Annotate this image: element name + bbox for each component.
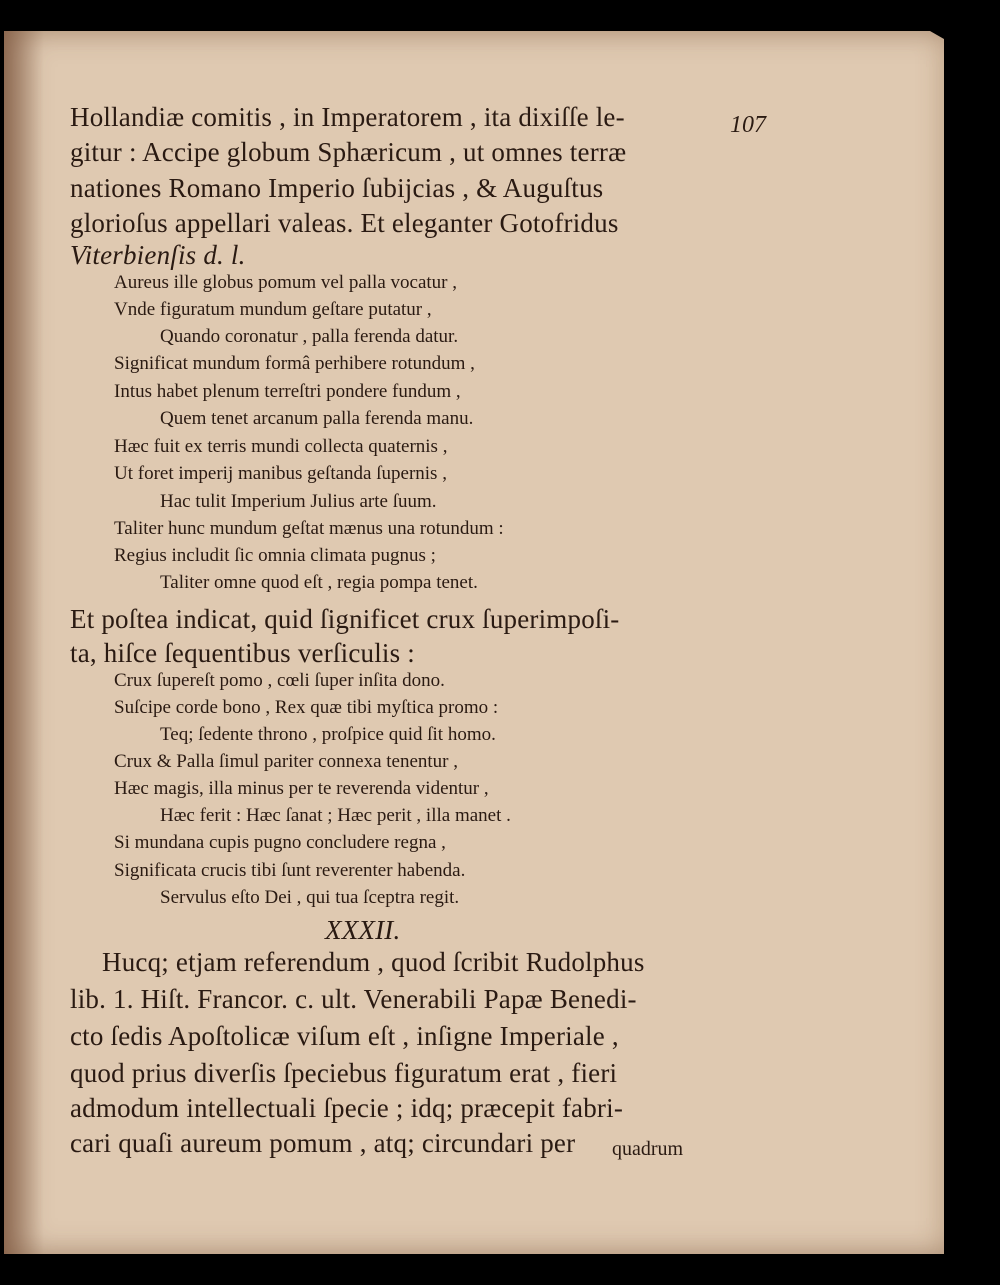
text-line: Taliter omne quod eſt , regia pompa tenet. bbox=[160, 572, 478, 593]
text-line: Regius includit ſic omnia climata pugnus ; bbox=[114, 545, 436, 566]
text-line: cto ſedis Apoſtolicæ viſum eſt , inſigne Imperiale , bbox=[70, 1021, 619, 1051]
text-line: Ut foret imperij manibus geſtanda ſupernis , bbox=[114, 463, 447, 484]
text-line: Et poſtea indicat, quid ſignificet crux ſuperimpoſi- bbox=[70, 604, 620, 634]
text-line: glorioſus appellari valeas. Et eleganter Gotofridus bbox=[70, 208, 619, 238]
text-line: Hæc magis, illa minus per te reverenda videntur , bbox=[114, 778, 489, 799]
text-line: admodum intellectuali ſpecie ; idq; præcepit fabri- bbox=[70, 1093, 624, 1123]
text-line: Hæc ferit : Hæc ſanat ; Hæc perit , illa manet . bbox=[160, 805, 511, 826]
text-line: Suſcipe corde bono , Rex quæ tibi myſtica promo : bbox=[114, 697, 499, 718]
text-line: Crux ſupereſt pomo , cœli ſuper inſita dono. bbox=[114, 670, 445, 691]
text-line: Quem tenet arcanum palla ferenda manu. bbox=[160, 408, 474, 429]
text-line: Crux & Palla ſimul pariter connexa tenentur , bbox=[114, 751, 459, 772]
text-line: Significat mundum formâ perhibere rotundum , bbox=[114, 353, 475, 374]
text-line: Hac tulit Imperium Julius arte ſuum. bbox=[160, 491, 437, 512]
text-line: Taliter hunc mundum geſtat mænus una rotundum : bbox=[114, 518, 504, 539]
text-line: Teq; ſedente throno , proſpice quid ſit homo. bbox=[160, 724, 496, 745]
catchword: quadrum bbox=[612, 1138, 684, 1160]
text-line: Vnde figuratum mundum geſtare putatur , bbox=[114, 299, 432, 320]
text-line: Hucq; etjam referendum , quod ſcribit Rudolphus bbox=[102, 947, 645, 977]
text-line: Significata crucis tibi ſunt reverenter habenda. bbox=[114, 860, 466, 881]
text-line: quod prius diverſis ſpeciebus figuratum erat , fieri bbox=[70, 1058, 618, 1088]
text-line: gitur : Accipe globum Sphæricum , ut omnes terræ bbox=[70, 137, 627, 167]
text-line: XXXII. bbox=[325, 915, 401, 945]
text-line: nationes Romano Imperio ſubijcias , & Auguſtus bbox=[70, 173, 604, 203]
page-number: 107 bbox=[730, 112, 766, 138]
text-line: Quando coronatur , palla ferenda datur. bbox=[160, 326, 459, 347]
text-line: Hæc fuit ex terris mundi collecta quaternis , bbox=[114, 436, 448, 457]
text-line: Aureus ille globus pomum vel palla vocatur , bbox=[114, 272, 457, 293]
text-line: lib. 1. Hiſt. Francor. c. ult. Venerabili Papæ Benedi- bbox=[70, 984, 637, 1014]
text-line: ta, hiſce ſequentibus verſiculis : bbox=[70, 638, 415, 668]
text-line: Si mundana cupis pugno concludere regna , bbox=[114, 832, 446, 853]
text-line: Intus habet plenum terreſtri pondere fundum , bbox=[114, 381, 461, 402]
text-line: Servulus eſto Dei , qui tua ſceptra regit. bbox=[160, 887, 460, 908]
text-line: Viterbienſis d. l. bbox=[70, 240, 246, 270]
text-line: Hollandiæ comitis , in Imperatorem , ita dixiſſe le- bbox=[70, 102, 625, 132]
text-line: cari quaſi aureum pomum , atq; circundari per bbox=[70, 1128, 576, 1158]
